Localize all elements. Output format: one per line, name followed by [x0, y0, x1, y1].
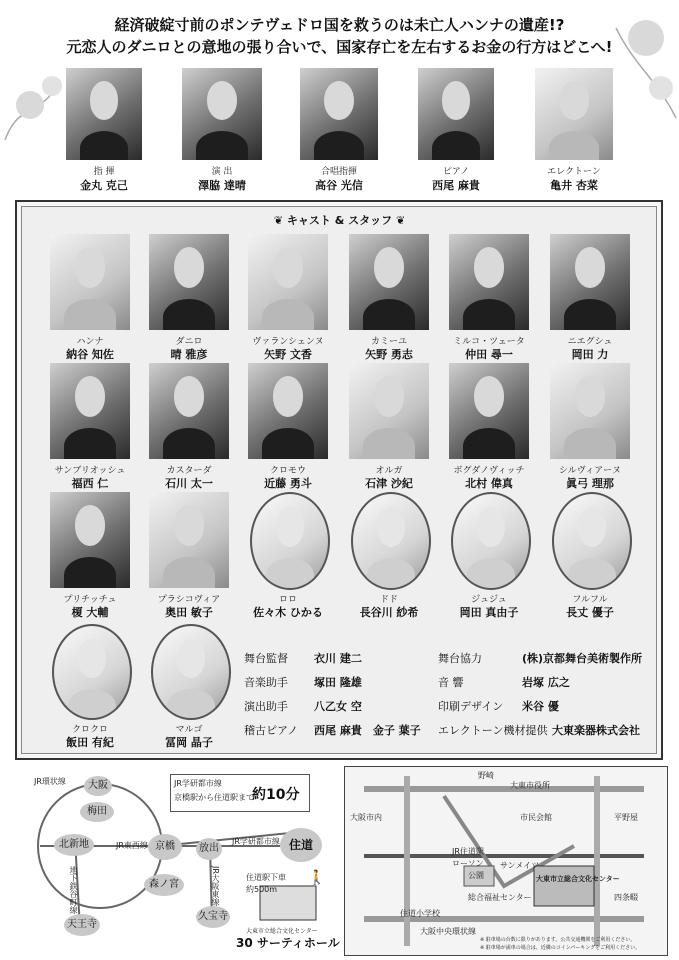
- portrait-cast-2: [149, 234, 229, 330]
- portrait-director: [182, 68, 262, 160]
- top-role-5: エレクトーン: [547, 167, 601, 177]
- area-label-shijonawate: 四条畷: [614, 893, 638, 902]
- headline-line-1: 経済破綻寸前のポンテヴェドロ国を救うのは未亡人ハンナの遺産!?: [114, 16, 565, 34]
- cast-name-4: 矢野 勇志: [365, 348, 413, 361]
- cast-name-10: 石津 沙紀: [365, 477, 413, 490]
- station-umeda: 梅田: [80, 802, 114, 822]
- cast-name-13: 榎 大輔: [71, 606, 109, 619]
- portrait-cast-9: [248, 363, 328, 459]
- portrait-conductor: [66, 68, 142, 160]
- cast-section-title: ❦ キャスト & スタッフ ❦: [273, 214, 406, 227]
- station-tennoji: 天王寺: [64, 914, 100, 936]
- cast-role-19: クロクロ: [71, 725, 108, 735]
- portrait-cast-13: [50, 492, 130, 588]
- cast-role-7: サンブリオッシュ: [54, 466, 126, 476]
- portrait-cast-5: [449, 234, 529, 330]
- staff-label-stage-manager: 舞台監督: [244, 652, 288, 665]
- staff-value-stage-manager: 衣川 建二: [314, 652, 362, 665]
- area-label-venue: 大東市立総合文化センター: [536, 875, 620, 883]
- top-role-4: ピアノ: [442, 167, 470, 177]
- area-label-welfare-center: 総合福祉センター: [468, 893, 532, 902]
- area-note-2: ※ 駐車場が満車の場合は、近隣のコインパーキングをご利用ください。: [480, 945, 641, 951]
- portrait-chorus-master: [300, 68, 378, 160]
- cast-name-1: 納谷 知佐: [66, 348, 114, 361]
- route-info-line: JR学研都市線: [174, 779, 222, 788]
- cast-role-20: マルゴ: [175, 725, 203, 735]
- cast-name-19: 飯田 有紀: [66, 736, 114, 749]
- subway-line-label: 地下鉄谷町線: [69, 866, 78, 914]
- staff-value-sound: 岩塚 広之: [522, 676, 570, 689]
- cast-role-11: ボグダノヴィッチ: [453, 466, 525, 476]
- cast-name-5: 仲田 尋一: [465, 348, 513, 361]
- cast-role-10: オルガ: [375, 466, 403, 476]
- cast-name-7: 福西 仁: [71, 477, 109, 490]
- cast-name-6: 岡田 力: [571, 348, 609, 361]
- area-label-lawson: ローソン: [452, 859, 484, 868]
- portrait-cast-12: [550, 363, 630, 459]
- portrait-cast-6: [550, 234, 630, 330]
- portrait-pianist: [418, 68, 494, 160]
- cast-role-9: クロモウ: [269, 466, 306, 476]
- station-kitashinchi: 北新地: [54, 834, 94, 856]
- cast-role-5: ミルコ・ツェータ: [453, 337, 525, 347]
- staff-label-electone-equipment: エレクトーン機材提供: [438, 724, 548, 737]
- gakken-line-label: JR学研都市線: [232, 837, 280, 846]
- portrait-cast-8: [149, 363, 229, 459]
- ornament-right-icon: ❦: [392, 214, 406, 227]
- staff-label-print-design: 印刷デザイン: [438, 700, 504, 713]
- area-label-city-hall: 大東市役所: [510, 781, 550, 790]
- area-note-1: ※ 駐車場の台数に限りがあります。公共交通機関をご利用ください。: [480, 937, 636, 943]
- portrait-cast-19: [52, 624, 132, 720]
- top-name-3: 高谷 光信: [315, 179, 363, 192]
- cast-name-12: 眞弓 理那: [566, 477, 614, 490]
- venue-logo: 30 サーティホール: [236, 936, 340, 950]
- cast-role-18: フルフル: [572, 595, 608, 605]
- top-name-5: 亀井 杏菜: [550, 179, 598, 192]
- staff-label-sound: 音 響: [438, 676, 464, 689]
- venue-full-name: 大東市立総合文化センター: [246, 928, 318, 935]
- cast-name-3: 矢野 文香: [264, 348, 312, 361]
- cast-role-15: ロロ: [278, 595, 297, 605]
- route-info-time: 約10分: [252, 787, 300, 803]
- headline-line-2: 元恋人のダニロとの意地の張り合いで、国家存亡を左右するお金の行方はどこへ!: [66, 38, 613, 56]
- portrait-cast-20: [151, 624, 231, 720]
- area-label-hiranoya: 平野屋: [614, 813, 638, 822]
- portrait-cast-18: [552, 492, 632, 590]
- portrait-cast-17: [451, 492, 531, 590]
- ornament-left-icon: ❦: [273, 214, 287, 227]
- cast-name-2: 晴 雅彦: [170, 348, 208, 361]
- station-morinomiya: 森ノ宮: [144, 874, 184, 896]
- cast-name-8: 石川 太一: [165, 477, 213, 490]
- area-label-sunmates: サンメイツ: [500, 861, 540, 870]
- area-label-elementary: 住道小学校: [400, 909, 440, 918]
- cast-name-17: 岡田 真由子: [459, 606, 519, 619]
- cast-name-11: 北村 偉真: [465, 477, 513, 490]
- cast-role-17: ジュジュ: [471, 595, 507, 605]
- cast-name-15: 佐々木 ひかる: [253, 606, 323, 619]
- cast-role-13: プリチッチュ: [63, 595, 117, 605]
- staff-value-direction-assistant: 八乙女 空: [314, 700, 362, 713]
- top-role-3: 合唱指揮: [320, 167, 357, 177]
- staff-label-rehearsal-piano: 稽古ピアノ: [244, 724, 299, 737]
- portrait-cast-7: [50, 363, 130, 459]
- staff-value-stage-cooperation: (株)京都舞台美術製作所: [522, 652, 643, 665]
- cast-role-4: カミーユ: [370, 337, 407, 347]
- portrait-electone: [535, 68, 613, 160]
- portrait-cast-14: [149, 492, 229, 588]
- area-label-park: 公園: [468, 871, 484, 880]
- portrait-cast-11: [449, 363, 529, 459]
- portrait-cast-15: [250, 492, 330, 590]
- portrait-cast-3: [248, 234, 328, 330]
- walk-icon: 🚶: [308, 870, 326, 886]
- staff-value-rehearsal-piano: 西尾 麻貴 金子 葉子: [314, 724, 421, 737]
- top-role-1: 指 揮: [93, 167, 115, 177]
- cast-role-3: ヴァランシェンヌ: [252, 337, 324, 347]
- top-name-2: 澤脇 達晴: [198, 179, 246, 192]
- top-name-1: 金丸 克己: [80, 179, 128, 192]
- station-kyuhoji: 久宝寺: [196, 906, 230, 928]
- station-suminodo: 住道: [280, 828, 322, 862]
- portrait-cast-4: [349, 234, 429, 330]
- tozai-line-label: JR東西線: [116, 841, 148, 850]
- cast-role-12: シルヴィアーヌ: [559, 466, 621, 476]
- portrait-cast-1: [50, 234, 130, 330]
- staff-label-stage-cooperation: 舞台協力: [438, 652, 482, 665]
- staff-value-music-assistant: 塚田 隆雄: [314, 676, 362, 689]
- cast-name-16: 長谷川 紗希: [359, 606, 419, 619]
- cast-role-16: ドド: [379, 595, 398, 605]
- cast-role-1: ハンナ: [76, 337, 104, 347]
- cast-name-9: 近藤 勇斗: [264, 477, 312, 490]
- cast-role-2: ダニロ: [175, 337, 203, 347]
- cast-name-14: 奥田 敏子: [165, 606, 213, 619]
- route-info-from: 京橋駅から住道駅まで: [174, 793, 254, 802]
- floral-ornament-left: [0, 60, 70, 150]
- staff-value-electone-equipment: 大東楽器株式会社: [552, 724, 640, 737]
- area-label-ring-road: 大阪中央環状線: [420, 927, 476, 936]
- station-hanaten: 放出: [196, 838, 222, 860]
- walk-distance-label: 約500m: [246, 885, 278, 894]
- station-osaka: 大阪: [84, 776, 112, 796]
- portrait-cast-16: [351, 492, 431, 590]
- cast-name-18: 長丈 優子: [566, 606, 614, 619]
- staff-label-direction-assistant: 演出助手: [244, 700, 288, 713]
- osaka-higashi-line-label: JR大阪東線: [211, 866, 220, 906]
- loop-line-label: JR環状線: [34, 777, 66, 786]
- cast-role-14: プラシコヴィア: [157, 595, 221, 605]
- top-role-2: 演 出: [211, 167, 233, 177]
- area-label-nozaki: 野崎: [478, 771, 494, 780]
- area-label-osaka-city: 大阪市内: [350, 813, 382, 822]
- portrait-cast-10: [349, 363, 429, 459]
- area-label-civic-hall: 市民会館: [520, 813, 552, 822]
- cast-role-8: カスターダ: [166, 466, 212, 476]
- area-label-jr-suminodo: JR住道駅: [452, 847, 484, 856]
- cast-role-6: ニエグシュ: [567, 337, 613, 347]
- staff-value-print-design: 米谷 優: [522, 700, 559, 713]
- venue-logo-mark-icon: 30: [236, 936, 253, 950]
- staff-label-music-assistant: 音楽助手: [244, 676, 288, 689]
- cast-name-20: 冨岡 晶子: [165, 736, 213, 749]
- walk-station-label: 住道駅下車: [246, 873, 286, 882]
- station-kyobashi: 京橋: [148, 834, 182, 860]
- top-name-4: 西尾 麻貴: [432, 179, 480, 192]
